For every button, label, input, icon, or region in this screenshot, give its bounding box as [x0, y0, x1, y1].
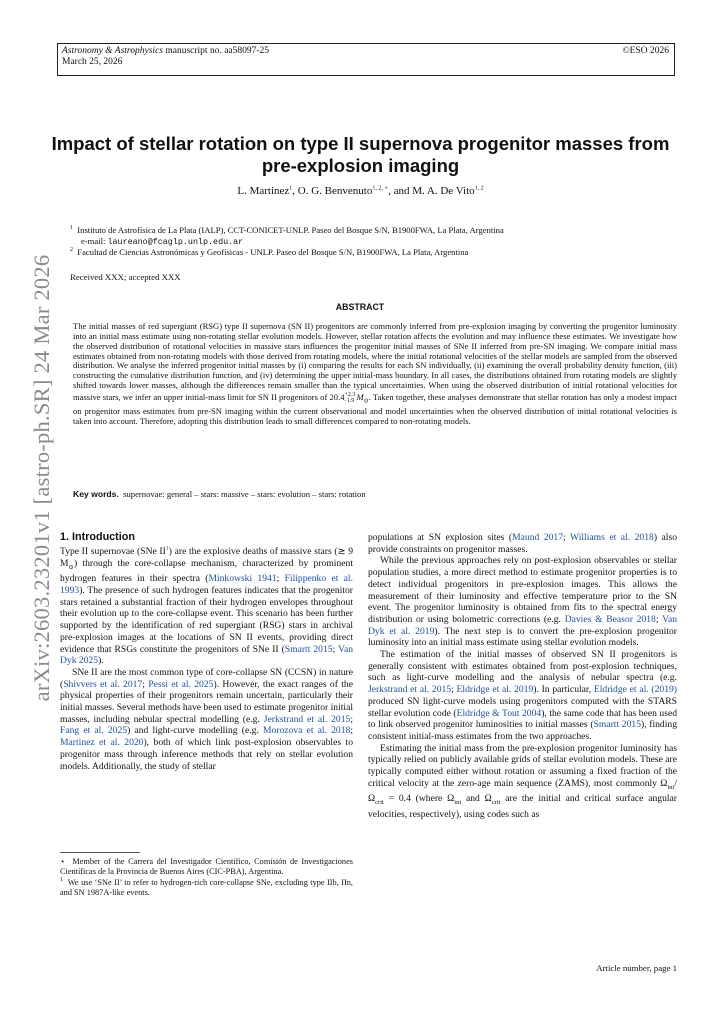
text-span: ) are the explosive deaths of massive stars (≳ 9 M — [60, 546, 353, 569]
text-span: ). In particular, — [533, 684, 594, 696]
text-span: ; — [350, 713, 353, 725]
text-span: ) and light-curve modelling (e.g. — [127, 725, 263, 737]
arxiv-stamp — [22, 254, 62, 702]
affiliation-2-number: 2 — [70, 247, 73, 254]
citation-shivvers[interactable]: Shivvers et al. 2017 — [63, 678, 143, 690]
citation-filippenko[interactable]: Filippenko et al. 1993 — [60, 573, 353, 597]
affiliation-2-text: Facultad de Ciencias Astronómicas y Geofísicas - UNLP. Paseo del Bosque S/N, B1900FWA, La Plata, Argentina — [77, 247, 469, 257]
text-span: The estimation of the initial masses of observed SN II progenitors is generally consistent with estimates obtained from post-explosion techniques, such as light-curve modelling and the analysis of nebular spectra (e.g. — [368, 649, 677, 684]
text-span: Type II supernovae (SNe II — [60, 546, 166, 557]
citation-jerkstrand[interactable]: Jerkstrand et al. 2015 — [368, 684, 452, 696]
sun-symbol: ⊙ — [68, 563, 74, 571]
citation-fang[interactable]: Fang et al. 2025 — [60, 725, 128, 737]
footnote-2 — [60, 878, 353, 898]
left-column — [60, 546, 353, 772]
footnote-1 — [60, 857, 353, 877]
citation-jerkstrand[interactable]: Jerkstrand et al. 2015 — [263, 713, 351, 725]
text-span: ; — [655, 613, 663, 625]
citation-smartt[interactable]: Smartt 2015 — [593, 719, 641, 731]
intro-paragraph-1 — [60, 546, 353, 667]
citation-eldridge-2019[interactable]: Eldridge et al. 2019 — [456, 684, 534, 696]
text-span: ; — [332, 643, 339, 655]
author-3: , and M. A. De Vito — [388, 185, 475, 197]
citation-minkowski[interactable]: Minkowski 1941 — [208, 573, 277, 585]
intro-paragraph-2 — [60, 667, 353, 772]
manuscript-date: March 25, 2026 — [62, 57, 123, 67]
text-span: populations at SN explosion sites ( — [368, 532, 513, 543]
page-footer: Article number, page 1 — [596, 963, 677, 973]
arxiv-identifier[interactable]: arXiv:2603.23201v1 [astro-ph.SR] 24 Mar 2026 — [29, 254, 54, 702]
running-header — [62, 46, 269, 68]
intro-paragraph-3 — [368, 532, 677, 555]
footnote-ref-1[interactable]: 1 — [165, 545, 169, 552]
citation-eldridge-tout[interactable]: Eldridge & Tout 2004 — [456, 707, 542, 719]
copyright: ©ESO 2026 — [622, 46, 669, 56]
citation-van-dyk[interactable]: Van Dyk 2025 — [60, 643, 354, 667]
section-heading: 1. Introduction — [60, 531, 135, 543]
subscript: ini — [667, 783, 675, 791]
text-span: ; — [142, 678, 149, 690]
affiliation-2 — [70, 247, 468, 258]
author-1-affil: 1 — [289, 185, 293, 192]
text-span: and Ω — [461, 793, 492, 805]
footnote-mark: 1 — [60, 877, 63, 884]
email-label: e-mail: — [81, 236, 108, 246]
abstract-body — [73, 322, 677, 427]
author-3-affil: 1, 2 — [474, 185, 484, 192]
affiliation-1 — [70, 225, 504, 236]
citation-morozova[interactable]: Morozova et al. 2018 — [262, 725, 351, 737]
footnote-rule — [60, 852, 140, 853]
text-span: ), both of which link post-explosion observables to progenitor mass through inference methods that rely on stellar evolution models. Additionally, the study of stellar — [60, 737, 353, 772]
footnote-text: Member of the Carrera del Investigador Científico, Comisión de Investigaciones Científicas de la Provincia de Buenos Aires (CIC-PBA), Argentina. — [60, 857, 353, 876]
text-span: ) also provide constraints on progenitor masses. — [368, 532, 677, 555]
text-span: ; — [276, 573, 285, 585]
abstract-text: The initial masses of red supergiant (RSG) type II supernova (SN II) progenitors are commonly inferred from pre-explosion imaging by converting the progenitor luminosity into an initial mass estimate using non-rotating stellar evolution models. However, stellar rotation affects the evolution and may influence these estimates. We investigate how the observed distribution of rotational velocities in massive stars influences the progenitor initial masses of SNe II inferred from pre-SN imaging. We compare initial mass estimates obtained from non-rotating models with those derived from rotating models, where the initial rotational velocities of the stellar models are sampled from the observed distribution. We analyse the inferred progenitor initial masses by (i) comparing the results for each SN individually, (ii) examining the overall probability density function, (iii) constructing the cumulative distribution function, and (iv) determining the upper initial-mass boundary. In all cases, the distributions obtained from rotating models are slightly shifted towards lower masses, although the differences remain smaller than the typical uncertainties. When using the observed distribution of initial rotational velocities for massive stars, we infer an upper initial-mass limit for SN II progenitors of 20.4 — [73, 321, 677, 402]
abstract-error-minus: −1.9 — [343, 398, 355, 405]
text-span: /Ω — [368, 777, 677, 805]
paper-title: Impact of stellar rotation on type II supernova progenitor masses from pre-explosion imaging — [51, 133, 670, 176]
author-1: L. Martinez — [237, 185, 290, 197]
citation-van-dyk-2019[interactable]: Van Dyk et al. 2019 — [368, 613, 677, 637]
abstract-error-plus: +2.3 — [344, 391, 356, 398]
intro-paragraph-6 — [368, 743, 677, 821]
footnote-text: We use ‘SNe II’ to refer to hydrogen-rich core-collapse SNe, excluding type IIb, IIn, and SN 1987A-like events. — [60, 877, 353, 897]
author-list — [40, 185, 681, 197]
subscript: crit — [491, 799, 501, 807]
text-span: ; — [563, 532, 571, 543]
keywords — [73, 489, 677, 499]
affiliation-1-number: 1 — [70, 225, 73, 232]
citation-martinez[interactable]: Martinez et al. 2020 — [60, 737, 144, 749]
intro-paragraph-5 — [368, 649, 677, 743]
text-span: produced SN light-curve models using progenitors computed with the STARS stellar evolution code ( — [368, 695, 677, 719]
keywords-text: supernovae: general – stars: massive – stars: evolution – stars: rotation — [123, 489, 366, 499]
author-2: , O. G. Benvenuto — [292, 185, 373, 197]
text-span: SNe II are the most common type of core-collapse SN (CCSN) in nature ( — [60, 666, 353, 690]
text-span: = 0.4 (where Ω — [383, 793, 455, 805]
footnote-mark: ⋆ — [60, 857, 66, 866]
received-line: Received XXX; accepted XXX — [70, 272, 181, 282]
text-span: ). The presence of such hydrogen features indicates that the progenitor stars retained a substantial fraction of their hydrogen envelopes throughout their evolution up to the core-collapse event. This scenario has been further supported by the identification of red supergiant (RSG) stars in archival pre-explosion images at the locations of SN II events, providing direct evidence that RSGs constitute the progenitors of SNe II ( — [60, 585, 353, 655]
affiliation-1-text: Instituto de Astrofísica de La Plata (IALP), CCT-CONICET-UNLP. Paseo del Bosque S/N, B1900FWA, La Plata, Argentina — [77, 225, 504, 235]
keywords-label: Key words. — [73, 489, 119, 499]
abstract-unit-sun: ⊙ — [363, 398, 369, 405]
journal-name: Astronomy & Astrophysics — [62, 46, 163, 56]
citation-maund[interactable]: Maund 2017 — [512, 532, 564, 543]
right-column — [368, 532, 677, 821]
email-line — [81, 236, 243, 248]
subscript: crit — [375, 799, 384, 807]
abstract-text-end: . Taken together, these analyses demonstrate that stellar rotation has only a modest impact on progenitor mass estimates from pre-SN imaging within the current observational and model uncertainties when the observed distribution of initial rotational velocities is taken into account. Therefore, adopting this distribution leads to small differences compared to non-rotating models. — [73, 391, 677, 427]
text-span: are the initial and critical surface angular velocities, respectively), using codes such as — [368, 793, 677, 820]
citation-williams[interactable]: Williams et al. 2018 — [570, 532, 654, 543]
subscript: ini — [454, 799, 462, 807]
citation-eldridge-2019-inline[interactable]: Eldridge et al. (2019) — [593, 684, 677, 696]
text-span: ; — [451, 684, 457, 696]
manuscript-number: manuscript no. aa58097-25 — [165, 46, 270, 56]
author-2-affil: 1, 2, ⋆ — [372, 185, 389, 192]
text-span: While the previous approaches rely on post-explosion observables or stellar population studies, a more direct method to estimate progenitor properties is to detect individual progenitors in pre-explosion images. This allows the measurement of their luminosity and effective temperature prior to the SN event. The progenitor luminosity is obtained from fits to the spectral energy distribution or using bolometric corrections (e.g. — [368, 555, 677, 625]
text-span: ). — [98, 655, 104, 667]
text-span: ), the same code that has been used to link observed progenitor luminosities to initial masses ( — [368, 707, 677, 731]
intro-paragraph-4 — [368, 555, 677, 649]
footnotes — [60, 857, 353, 899]
text-span: ). The next step is to convert the pre-explosion progenitor luminosity into an initial mass estimate using stellar evolution models. — [368, 625, 677, 649]
text-span: ; — [350, 725, 353, 737]
citation-davies[interactable]: Davies & Beasor 2018 — [564, 613, 656, 625]
citation-smartt[interactable]: Smartt 2015 — [284, 643, 333, 655]
text-span: ) through the core-collapse mechanism, characterized by prominent hydrogen features in their spectra ( — [60, 557, 353, 585]
text-span: ). However, the exact ranges of the physical properties of their progenitors remain uncertain, particularly their initial masses. Several methods have been used to estimate progenitor initial masses, including nebular spectral modelling (e.g. — [60, 678, 353, 725]
abstract-unit: M — [354, 391, 364, 402]
abstract-heading: ABSTRACT — [335, 302, 385, 312]
text-span: Estimating the initial mass from the pre-explosion progenitor luminosity has typically relied on publicly available grids of stellar evolution models. These are typically computed either without rotation or assuming a fixed fraction of the critical velocity at the zero-age main sequence (ZAMS), most commonly Ω — [368, 742, 677, 789]
email-link[interactable]: laureano@fcaglp.unlp.edu.ar — [107, 237, 244, 247]
text-span: ), finding consistent initial-mass estimates from the two approaches. — [368, 719, 677, 742]
citation-pessi[interactable]: Pessi et al. 2025 — [148, 678, 214, 690]
